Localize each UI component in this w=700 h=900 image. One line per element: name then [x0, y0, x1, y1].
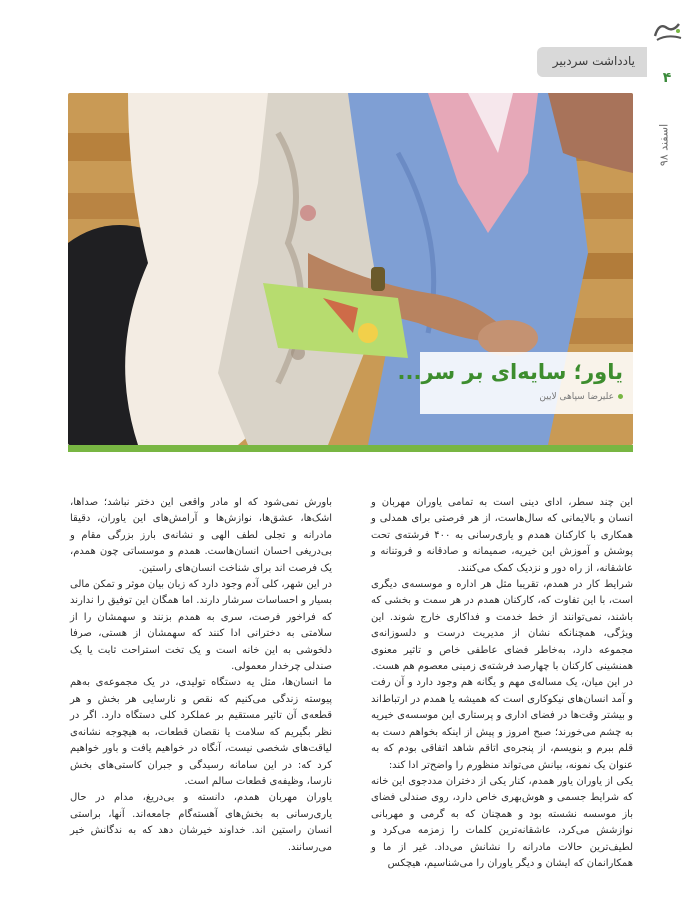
paragraph: یکی از یاوران یاور همدم، کنار یکی از دختران مددجوی این خانه که شرایط جسمی و هوش‌بهری خاص دارد، روی صندلی فضای باز موسسه نشسته بود و همچنان که به گرمی و مهربانی نوازشش می‌کرد، عاشقانه‌ترین کلمات را زمزمه می‌کرد و لطیف‌ترین حالات مادرانه را نشانش می‌داد. غیر از ما و همکارانمان که ایشان و دیگر یاوران را می‌شناسیم، هیچکس [371, 775, 633, 869]
issue-label [650, 90, 678, 200]
magazine-logo-icon [651, 18, 685, 44]
paragraph: باورش نمی‌شود که او مادر واقعی این دختر نباشد؛ صداها، اشک‌ها، عشق‌ها، نوازش‌ها و آرامش‌های این یاوران، دقیقا مادرانه و تجلی لطف الهی و نشانه‌ی بارز بزرگی مقام و بی‌دریغی احسان انسان‌هاست. همدم و موسساتی چون همدم، یک فرصت اند برای شناخت انسان‌های راستین. [70, 497, 332, 574]
article-author [539, 392, 623, 402]
paragraph: یاوران مهربان همدم، دانسته و بی‌دریغ، مدام در حال یاری‌رسانی به بخش‌های آهسته‌گام جامعه‌اند. آنها، براستی انسان راستین اند. خداوند خیرشان دهد که به ندگانش خیر می‌رسانند. [70, 792, 332, 853]
page-number: ۴ [662, 70, 672, 86]
section-tag-label: یادداشت سردبیر [552, 54, 635, 68]
section-tag [537, 47, 647, 77]
author-name: علیرضا سپاهی لایین [539, 392, 614, 402]
accent-bar [68, 445, 633, 452]
paragraph: شرایط کار در همدم، تقریبا مثل هر اداره و موسسه‌ی دیگری است، با این تفاوت که، کارکنان همدم در هر سمت و بخشی که باشند، نمی‌توانند از خط خدمت و فداکاری خارج شوند. این ویژگی، همچنانکه نشان از مدیریت درست و دلسوزانه‌ی مجموعه دارد، به‌خاطر فضای عاطفی خاص و تاثیر معنوی همنشینی کارکنان با چهارصد فرشته‌ی زمینی معصوم هم هست. [371, 579, 633, 673]
author-bullet-icon [618, 394, 623, 399]
body-column-left [70, 495, 332, 856]
title-box [397, 352, 633, 414]
paragraph: در این میان، یک مساله‌ی مهم و یگانه هم وجود دارد و آن رفت و آمد انسان‌های نیکوکاری است که همیشه یا همدم در ارتباط‌اند و بیشتر وقت‌ها در فضای اداری و پرستاری این موسسه‌ی خیریه به چشم می‌خورند؛ صبح امروز و پیش از اینکه بخواهم دست به قلم ببرم و بنویسم، از پنجره‌ی اتاقم شاهد اتفاقی بودم که به عنوان یک نمونه، بیانش می‌تواند منظورم را واضح‌تر ادا کند: [371, 677, 633, 771]
paragraph: ما انسان‌ها، مثل یه دستگاه تولیدی، در یک مجموعه‌ی به‌هم پیوسته زندگی می‌کنیم که نقص و نارسایی هر بخش و هر قطعه‌ی آن تاثیر مستقیم بر عملکرد کلی دستگاه دارد. اگر در نظر بگیریم که سلامت یا نقصان قطعات، به هیچوجه نشانه‌ی لیاقت‌های شخصی نیست، آنگاه در خواهیم یافت و باور خواهیم کرد که: در این سامانه رسیدگی و جبران کاستی‌های بخش نارسا، وظیفه‌ی قطعات سالم است. [70, 677, 332, 787]
body-column-right [371, 495, 633, 872]
article-title: یاور؛ سایه‌ای بر سر... [397, 360, 623, 384]
paragraph: در این شهر، کلی آدم وجود دارد که زبان بیان موثر و تمکن مالی بسیار و احساسات سرشار دارند. اما همگان این توفیق را ندارند که فراخور فرصت، سری به همدم بزنند و سهمشان را از سلامتی به دخترانی ادا کنند که سهمشان از هستی، صرفا دلخوشی به این خانه است و یک تخت استراحت ثابت یا یک صندلی چرخدار معمولی. [70, 579, 332, 673]
paragraph: این چند سطر، ادای دینی است به تمامی یاوران مهربان و انسان و بالایمانی که سال‌هاست، از هر فرصتی برای همدلی و همکاری با کارکنان همدم و یاری‌رسانی به ۴۰۰ فرشته‌ی تحت پوشش و آموزش این خیریه، صمیمانه و صادقانه و فروتنانه و عاشقانه، از راه دور و نزدیک کمک می‌کنند. [371, 497, 633, 574]
issue-label-text: اسفند ۹۸ [657, 123, 671, 167]
